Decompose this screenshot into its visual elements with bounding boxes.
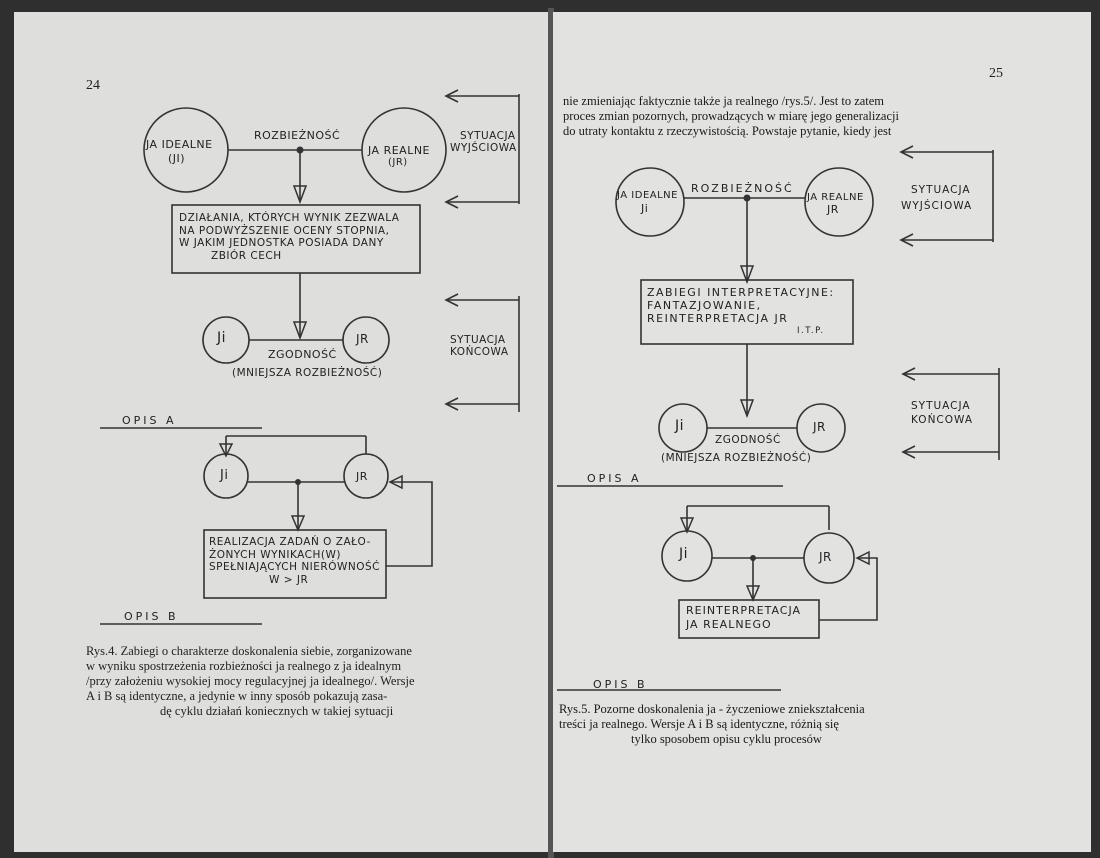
page-number: 24	[86, 78, 100, 93]
node-real-symbol: JR	[827, 203, 839, 216]
figure-5-caption: Rys.5. Pozorne doskonalenia ja - życzeniowe zniekształcenia treści ja realnego. Wersje A i B są identyczne, różnią się tylko sposobem opisu cyklu procesów	[559, 702, 865, 746]
agreement-label: ZGODNOŚĆ	[268, 348, 337, 361]
left-page	[14, 12, 550, 852]
less-discrepancy-label: (MNIEJSZA ROZBIEŻNOŚĆ)	[661, 452, 812, 464]
node-ideal-symbol: Ji	[641, 202, 649, 215]
end-situation-line1: SYTUACJA	[911, 400, 971, 412]
end-situation-line2: KOŃCOWA	[911, 414, 974, 426]
loop-jr-label: JR	[819, 550, 832, 564]
discrepancy-label: ROZBIEŻNOŚĆ	[254, 129, 341, 142]
node-real-label: JA REALNE	[807, 192, 864, 203]
action-box-text: DZIAŁANIA, KTÓRYCH WYNIK ZEZWALA NA PODWYŻSZENIE OCENY STOPNIA, W JAKIM JEDNOSTKA POSIADA DANY ZBIÓR CECH	[179, 212, 400, 262]
realization-box-text: REALIZACJA ZADAŃ O ZAŁO- ŻONYCH WYNIKACH(W) SPEŁNIAJĄCYCH NIERÓWNOŚĆ W > JR	[209, 536, 380, 586]
opis-a-title: OPIS A	[122, 414, 177, 427]
interpretation-box-text: ZABIEGI INTERPRETACYJNE: FANTAZJOWANIE, REINTERPRETACJA JR I.T.P.	[647, 286, 835, 336]
discrepancy-label: ROZBIEŻNOŚĆ	[691, 182, 794, 195]
body-text: nie zmieniając faktycznie także ja realnego /rys.5/. Jest to zatem proces zmian pozornych, prowadzących w miarę jego generalizacji do utraty kontaktu z rzeczywistością. Powstaje pytanie, kiedy jest	[563, 94, 899, 138]
node-ideal-label: JA IDEALNE	[146, 138, 213, 151]
end-situation-line2: KOŃCOWA	[450, 346, 509, 358]
reinterpretation-box-text: REINTERPRETACJA JA REALNEGO	[686, 604, 802, 631]
loop-ji-label: Ji	[220, 468, 229, 483]
opis-a-title: OPIS A	[587, 472, 642, 485]
result-ji-label: Ji	[217, 330, 227, 346]
node-ideal-label: JA IDEALNE	[617, 190, 678, 201]
page-number: 25	[989, 66, 1003, 81]
end-situation-line1: SYTUACJA	[450, 334, 506, 346]
result-ji-label: Ji	[675, 418, 685, 434]
start-situation-line2: WYJŚCIOWA	[901, 200, 973, 212]
opis-b-title: OPIS B	[593, 678, 648, 691]
less-discrepancy-label: (MNIEJSZA ROZBIEŻNOŚĆ)	[232, 367, 383, 379]
feedback-loop	[386, 482, 432, 566]
node-real-label: JA REALNE	[368, 144, 430, 157]
opis-b-title: OPIS B	[124, 610, 179, 623]
loop-ji-label: Ji	[679, 546, 689, 562]
node-real-symbol: (JR)	[388, 157, 408, 168]
agreement-label: ZGODNOŚĆ	[715, 434, 781, 446]
loop-jr-label: JR	[356, 470, 368, 483]
node-ideal-symbol: (JI)	[168, 152, 186, 165]
right-page	[553, 12, 1091, 852]
node-ja-idealne	[616, 168, 684, 236]
start-situation-line1: SYTUACJA	[460, 130, 516, 142]
feedback-loop	[819, 558, 877, 620]
start-situation-line1: SYTUACJA	[911, 184, 971, 196]
figure-4-caption: Rys.4. Zabiegi o charakterze doskonalenia siebie, zorganizowane w wyniku spostrzeżenia rozbieżności ja realnego z ja idealnym /przy założeniu wysokiej mocy regulacyjnej ja idealnego/. Wersje A i B są identyczne, a jedynie w inny sposób pokazują zasa- dę cyklu działań koniecznych w takiej sytuacji	[86, 644, 415, 718]
start-situation-line2: WYJŚCIOWA	[450, 142, 517, 154]
result-jr-label: JR	[356, 332, 369, 346]
result-jr-label: JR	[813, 420, 826, 434]
